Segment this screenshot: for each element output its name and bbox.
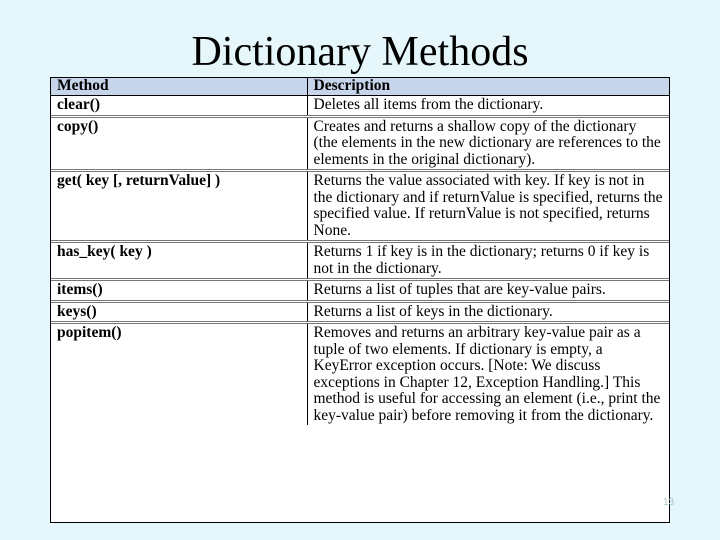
description-cell: Returns 1 if key is in the dictionary; returns 0 if key is not in the dictionary.: [307, 242, 669, 280]
description-cell: Creates and returns a shallow copy of the dictionary (the elements in the new dictionary are references to the elements in the original dictionary).: [307, 116, 669, 171]
table-header-row: [51, 78, 669, 96]
description-cell: Returns a list of keys in the dictionary.: [307, 301, 669, 323]
table-row: [51, 116, 669, 171]
methods-table: [51, 78, 669, 425]
method-cell: popitem(): [51, 323, 307, 426]
method-cell: copy(): [51, 116, 307, 171]
description-cell: Deletes all items from the dictionary.: [307, 96, 669, 117]
method-cell: has_key( key ): [51, 242, 307, 280]
header-description: Description: [307, 78, 669, 96]
methods-table-container: [50, 77, 670, 523]
table-row: [51, 96, 669, 117]
method-cell: get( key [, returnValue] ): [51, 171, 307, 242]
method-cell: clear(): [57, 96, 101, 113]
slide-title: Dictionary Methods: [191, 29, 529, 75]
page-number: 13: [663, 497, 675, 508]
table-row: [51, 280, 669, 302]
description-cell: Returns a list of tuples that are key-value pairs.: [307, 280, 669, 302]
table-row: [51, 171, 669, 242]
description-cell: Returns the value associated with key. If key is not in the dictionary and if returnValue is specified, returns the specified value. If returnValue is not specified, returns None.: [307, 171, 669, 242]
header-method: Method: [51, 78, 307, 96]
method-cell: keys(): [51, 301, 307, 323]
table-row: [51, 301, 669, 323]
description-cell: Removes and returns an arbitrary key-value pair as a tuple of two elements. If dictionary is empty, a KeyError exception occurs. [Note: We discuss exceptions in Chapter 12, Exception Handling.] This method is useful for accessing an element (i.e., print the key-value pair) before removing it from the dictionary.: [307, 323, 669, 426]
method-cell: items(): [51, 280, 307, 302]
table-row: [51, 323, 669, 426]
table-row: [51, 242, 669, 280]
